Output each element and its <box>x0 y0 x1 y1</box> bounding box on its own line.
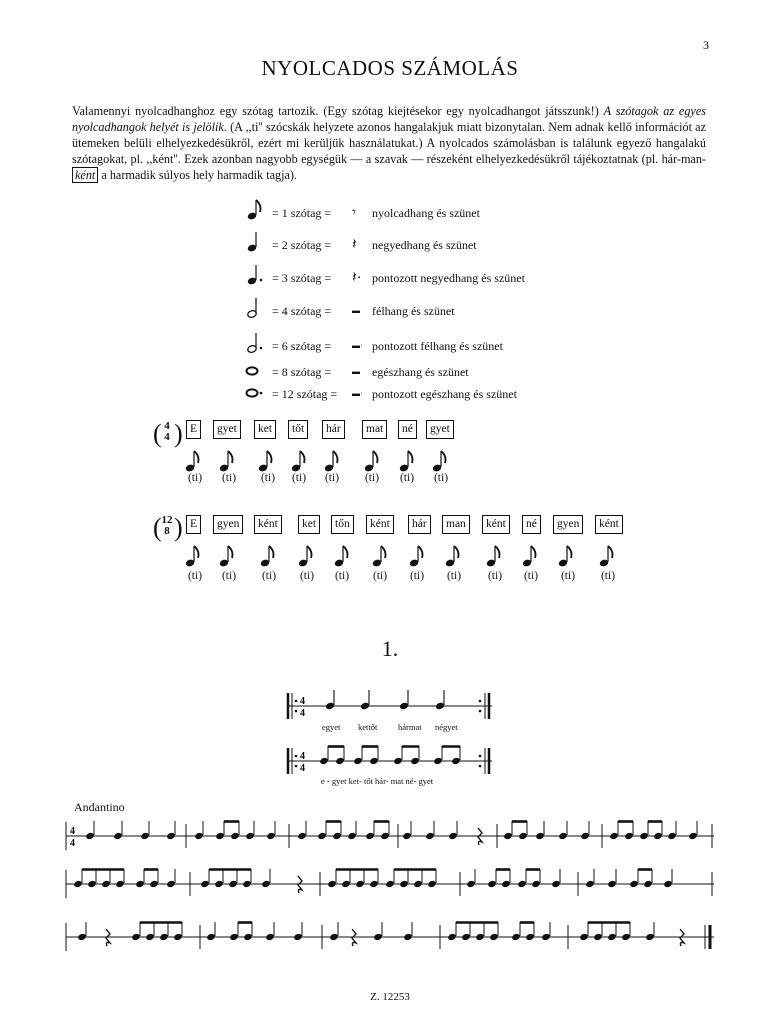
intro-paragraph <box>72 103 706 183</box>
eighth-pair <box>433 746 461 765</box>
time-sig-num: 4 <box>164 420 170 432</box>
syllable-box: tőt <box>288 420 308 439</box>
exercise-staff-line-1 <box>0 814 780 858</box>
eighth-note <box>260 546 274 567</box>
lyric: kettőt <box>358 722 378 732</box>
syllable-box: mat <box>362 420 387 439</box>
syllable-box: ként <box>254 515 282 534</box>
quarter-note <box>140 821 150 840</box>
eighth-pair <box>353 746 379 765</box>
quarter-note <box>373 922 383 941</box>
eighth-pair <box>503 821 528 840</box>
legend-desc: félhang és szünet <box>372 304 455 318</box>
page-number: 3 <box>703 38 709 52</box>
time-signature-128 <box>153 513 183 542</box>
eighth-pair <box>487 869 511 888</box>
dotted-whole-rest-icon: ▬· <box>352 389 363 398</box>
syllable-box: hár <box>408 515 431 534</box>
quarter-note-icon <box>244 231 268 255</box>
ti-label: (ti) <box>260 472 276 484</box>
eighth-note <box>258 451 272 472</box>
syllable-box: hár <box>322 420 345 439</box>
legend-eq: = 6 szótag = <box>272 339 332 353</box>
quarter-note <box>541 922 551 941</box>
eighth-note <box>409 546 423 567</box>
legend-eq: = 1 szótag = <box>272 206 332 220</box>
quarter-note <box>113 821 123 840</box>
dotted-whole-note-icon <box>244 384 268 400</box>
lyric: hármat <box>398 722 422 732</box>
ti-label: (ti) <box>187 472 203 484</box>
eighth-note <box>185 451 199 472</box>
intro-italic: A szótagok az egyes nyolcadhangok helyét is jelölik <box>72 104 706 134</box>
intro-text-3: a harmadik súlyos hely harmadik tagja). <box>98 168 297 182</box>
eighth-pair <box>215 821 240 840</box>
eighth-pair <box>229 922 253 941</box>
lyric: négyet <box>435 722 458 732</box>
legend-eq: = 4 szótag = <box>272 304 332 318</box>
quarter-note <box>551 869 561 888</box>
syllable-box: gyen <box>213 515 243 534</box>
quarter-note <box>266 821 276 840</box>
eighth-group <box>579 922 631 941</box>
legend-eq: = 2 szótag = <box>272 238 332 252</box>
quarter-note <box>166 821 176 840</box>
syllable-box: E <box>186 420 201 439</box>
eighth-pair <box>317 821 342 840</box>
syllable-box: gyen <box>553 515 583 534</box>
half-rest-icon: ▬ <box>352 306 360 315</box>
eighth-note <box>185 546 199 567</box>
eighth-note <box>445 546 459 567</box>
eighth-pair <box>511 922 535 941</box>
quarter-note <box>85 821 95 840</box>
dotted-quarter-note-icon <box>244 264 268 288</box>
quarter-note <box>245 821 255 840</box>
catalog-number: Z. 12253 <box>370 991 410 1003</box>
ti-label: (ti) <box>399 472 415 484</box>
quarter-note <box>688 821 698 840</box>
eighth-note <box>372 546 386 567</box>
eighth-pair <box>609 821 634 840</box>
eighth-note <box>298 546 312 567</box>
legend-desc: nyolcadhang és szünet <box>372 206 480 220</box>
ti-label: (ti) <box>261 570 277 582</box>
quarter-note <box>580 821 590 840</box>
paren-right: ) <box>174 419 183 448</box>
legend-eq: = 3 szótag = <box>272 271 332 285</box>
exercise-number: 1. <box>381 636 399 661</box>
eighth-note <box>364 451 378 472</box>
syllable-box: ként <box>595 515 623 534</box>
ti-label: (ti) <box>324 472 340 484</box>
ti-label: (ti) <box>433 472 449 484</box>
ti-label: (ti) <box>291 472 307 484</box>
quarter-note <box>402 821 412 840</box>
eighth-note-icon <box>244 199 268 223</box>
quarter-note <box>535 821 545 840</box>
dotted-half-rest-icon: ▬· <box>352 341 363 350</box>
whole-rest-icon: ▬ <box>352 367 360 376</box>
eighth-pair <box>517 869 541 888</box>
quarter-note <box>265 922 275 941</box>
eighth-note <box>291 451 305 472</box>
ti-label: (ti) <box>560 570 576 582</box>
quarter-note <box>261 869 271 888</box>
quarter-note <box>325 690 335 710</box>
time-sig-num: 4 <box>300 696 305 707</box>
ti-label: (ti) <box>187 570 203 582</box>
ti-label: (ti) <box>334 570 350 582</box>
time-sig-den: 4 <box>300 708 305 719</box>
syllable-box: ként <box>366 515 394 534</box>
quarter-note <box>293 922 303 941</box>
eighth-group <box>327 869 379 888</box>
legend-desc: pontozott negyedhang és szünet <box>372 271 525 285</box>
eighth-note <box>399 451 413 472</box>
ti-label: (ti) <box>446 570 462 582</box>
eighth-pair <box>393 746 420 765</box>
eighth-pair <box>135 869 159 888</box>
dotted-half-note-icon <box>244 332 268 356</box>
syllable-box: ként <box>482 515 510 534</box>
time-sig-den: 4 <box>164 431 170 443</box>
eighth-rest-icon: 𝄾 <box>352 205 356 221</box>
eighth-note <box>219 451 233 472</box>
quarter-note <box>166 869 176 888</box>
quarter-note <box>403 922 413 941</box>
syllable-box: tőn <box>331 515 354 534</box>
half-note-icon <box>244 297 268 321</box>
intro-text-1: Valamennyi nyolcadhanghoz egy szótag tartozik. (Egy szótag kiejtésekor egy nyolcadhangot játsszunk!) <box>72 104 604 118</box>
demo-staff-eighths <box>0 740 780 780</box>
exercise-staff-line-2 <box>0 862 780 906</box>
quarter-note <box>77 922 87 941</box>
time-sig-den: 8 <box>164 525 170 537</box>
ti-label: (ti) <box>299 570 315 582</box>
tempo-marking: Andantino <box>74 800 125 814</box>
syllable-box: né <box>522 515 541 534</box>
quarter-note <box>466 869 476 888</box>
whole-note-icon <box>244 362 268 378</box>
ti-label: (ti) <box>487 570 503 582</box>
syllable-box: né <box>398 420 417 439</box>
eighth-notes-row-44 <box>0 448 780 478</box>
quarter-rest-icon: 𝄽 <box>352 237 357 253</box>
eighth-note <box>324 451 338 472</box>
syllable-box: man <box>442 515 470 534</box>
quarter-note <box>194 821 204 840</box>
eighth-notes-row-128 <box>0 543 780 573</box>
quarter-note <box>399 690 409 710</box>
ti-label: (ti) <box>600 570 616 582</box>
syllable-box: gyet <box>426 420 454 439</box>
quarter-note <box>585 869 595 888</box>
ti-label: (ti) <box>364 472 380 484</box>
quarter-note <box>206 922 216 941</box>
lyric: egyet <box>322 722 341 732</box>
eighth-note <box>599 546 613 567</box>
lyric-eighths: e - gyet ket- tőt hár- mat né- gyet <box>321 776 434 786</box>
ti-label: (ti) <box>221 570 237 582</box>
quarter-note <box>360 690 370 710</box>
syllable-box: ket <box>298 515 320 534</box>
quarter-note <box>425 821 435 840</box>
exercise-staff-line-3 <box>0 915 780 959</box>
time-sig-num: 4 <box>70 826 75 837</box>
eighth-group <box>200 869 252 888</box>
legend-desc: pontozott egészhang és szünet <box>372 387 517 401</box>
eighth-group <box>385 869 437 888</box>
ti-label: (ti) <box>409 570 425 582</box>
quarter-note <box>448 821 458 840</box>
legend-desc: pontozott félhang és szünet <box>372 339 503 353</box>
syllable-box: E <box>186 515 201 534</box>
time-signature-44 <box>153 419 183 448</box>
eighth-note <box>558 546 572 567</box>
legend-desc: negyedhang és szünet <box>372 238 477 252</box>
eighth-note <box>522 546 536 567</box>
syllable-box: ket <box>254 420 276 439</box>
dotted-quarter-rest-icon: 𝄽· <box>352 270 362 286</box>
ti-label: (ti) <box>372 570 388 582</box>
quarter-note <box>667 821 677 840</box>
boxed-syllable: ként <box>72 167 98 183</box>
time-sig-num: 12 <box>161 514 173 526</box>
time-sig-den: 4 <box>70 838 75 849</box>
eighth-note <box>219 546 233 567</box>
time-sig-num: 4 <box>300 751 305 762</box>
legend-desc: egészhang és szünet <box>372 365 469 379</box>
eighth-pair <box>365 821 390 840</box>
time-sig-den: 4 <box>300 763 305 774</box>
quarter-note <box>435 690 445 710</box>
ti-label: (ti) <box>221 472 237 484</box>
syllable-box: gyet <box>213 420 241 439</box>
eighth-pair <box>319 746 345 765</box>
paren-right: ) <box>174 513 183 542</box>
legend-eq: = 8 szótag = <box>272 365 332 379</box>
eighth-group <box>131 922 183 941</box>
eighth-group <box>447 922 499 941</box>
eighth-pair <box>629 869 653 888</box>
quarter-note <box>329 922 339 941</box>
quarter-note <box>347 821 357 840</box>
legend-eq: = 12 szótag = <box>272 387 338 401</box>
demo-staff-quarters <box>0 685 780 725</box>
eighth-group <box>73 869 125 888</box>
eighth-note <box>334 546 348 567</box>
quarter-note <box>297 821 307 840</box>
eighth-note <box>432 451 446 472</box>
quarter-note <box>558 821 568 840</box>
intro-text-2: . (A ,,ti'' szócskák helyzete azonos hangalakjuk miatt bizonytalan. Nem adnak kellő információt az ütemeken belüli elhelyezkedésükről, ezért mi kerüljük használatukat.) A nyolcados számolásban is találunk egyező hangalakú szótagokat, pl. ,,ként''. Ezek azonban nagyobb egységük — a szavak — részeként elhelyezkedésükről tájékoztatnak (pl. hár-man- <box>72 120 706 166</box>
ti-label: (ti) <box>523 570 539 582</box>
eighth-note <box>486 546 500 567</box>
paren-left: ( <box>153 419 162 448</box>
quarter-note <box>663 869 673 888</box>
page-title: NYOLCADOS SZÁMOLÁS <box>261 56 519 80</box>
paren-left: ( <box>153 513 162 542</box>
quarter-note <box>645 922 655 941</box>
eighth-pair <box>639 821 663 840</box>
quarter-note <box>607 869 617 888</box>
